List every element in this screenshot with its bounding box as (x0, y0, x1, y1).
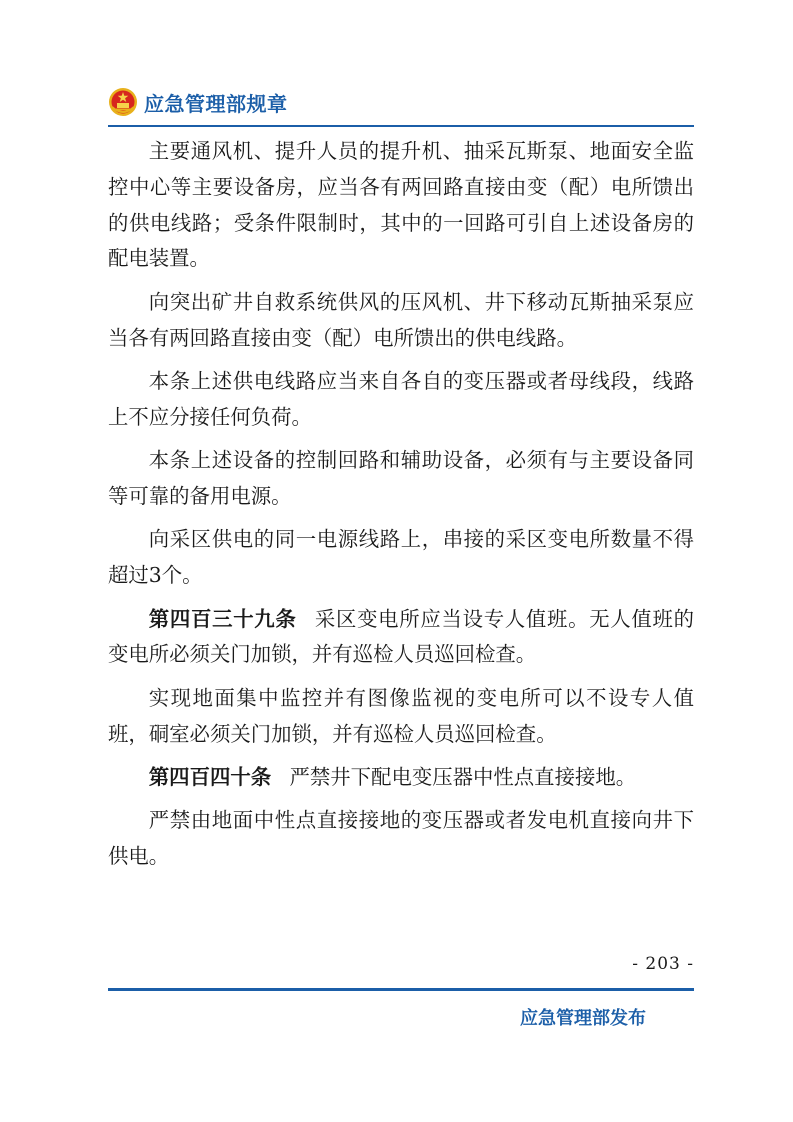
header-divider (108, 125, 694, 127)
article-paragraph: 第四百四十条 严禁井下配电变压器中性点直接接地。 (148, 764, 637, 789)
document-body (108, 134, 694, 882)
footer-publisher: 应急管理部发布 (520, 1008, 646, 1029)
paragraph: 本条上述设备的控制回路和辅助设备，必须有与主要设备同等可靠的备用电源。 (108, 448, 694, 508)
page-number: - 203 - (632, 954, 694, 974)
paragraph: 实现地面集中监控并有图像监视的变电所可以不设专人值班，硐室必须关门加锁，并有巡检人员巡回检查。 (108, 685, 694, 746)
paragraph: 严禁由地面中性点直接接地的变压器或者发电机直接向井下供电。 (108, 808, 694, 869)
paragraph: 本条上述供电线路应当来自各自的变压器或者母线段，线路上不应分接任何负荷。 (108, 368, 694, 429)
article-number: 第四百四十条 (148, 764, 272, 789)
paragraph: 向突出矿井自救系统供风的压风机、井下移动瓦斯抽采泵应当各有两回路直接由变（配）电所馈出的供电线路。 (108, 289, 694, 350)
paragraph: 向采区供电的同一电源线路上，串接的采区变电所数量不得超过3个。 (108, 527, 694, 588)
footer-divider (108, 988, 694, 991)
national-emblem-icon (108, 87, 138, 117)
page-header (108, 84, 288, 120)
header-title: 应急管理部规章 (144, 91, 288, 116)
article-paragraph: 第四百三十九条 采区变电所应当设专人值班。无人值班的变电所必须关门加锁，并有巡检人员巡回检查。 (108, 606, 695, 667)
article-number: 第四百三十九条 (148, 606, 297, 631)
paragraph: 主要通风机、提升人员的提升机、抽采瓦斯泵、地面安全监控中心等主要设备房，应当各有两回路直接由变（配）电所馈出的供电线路；受条件限制时，其中的一回路可引自上述设备房的配电装置。 (108, 139, 694, 271)
